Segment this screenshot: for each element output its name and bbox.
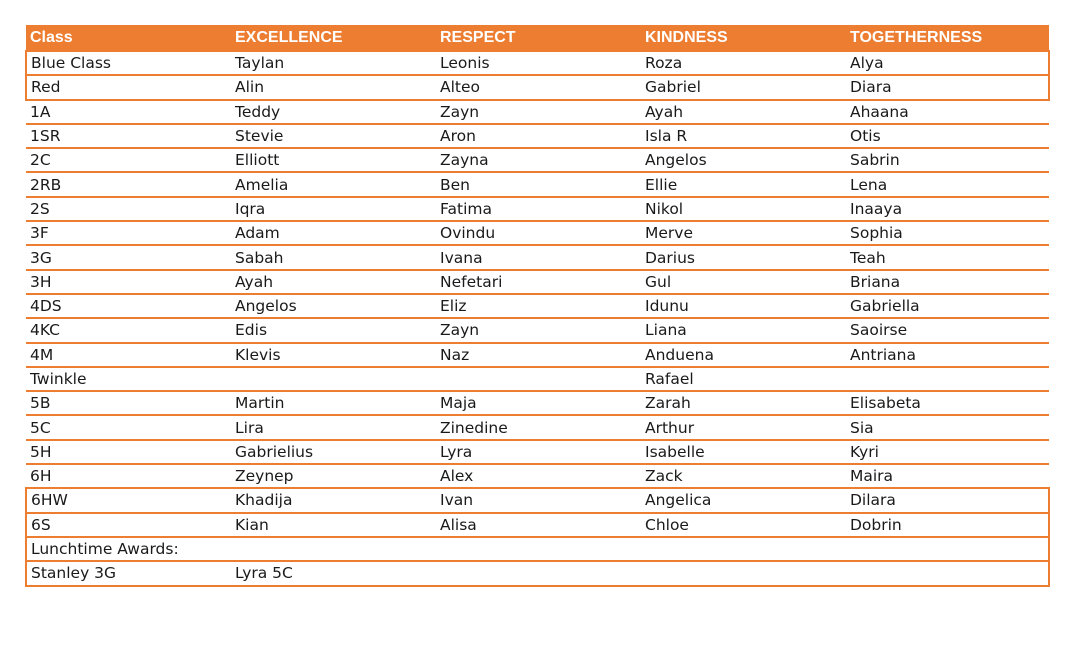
respect-cell: Ovindu: [436, 221, 641, 245]
togetherness-cell: Inaaya: [846, 197, 1049, 221]
kindness-cell: Nikol: [641, 197, 846, 221]
class-cell: Twinkle: [26, 367, 231, 391]
togetherness-cell: Sabrin: [846, 148, 1049, 172]
table-row: [26, 464, 1049, 488]
table-row: [26, 537, 1049, 561]
class-cell: 1A: [26, 100, 231, 124]
kindness-cell: Idunu: [641, 294, 846, 318]
excellence-cell: Gabrielius: [231, 440, 436, 464]
excellence-cell: Zeynep: [231, 464, 436, 488]
table-row: [26, 318, 1049, 342]
togetherness-cell: Gabriella: [846, 294, 1049, 318]
class-cell: Lunchtime Awards:: [26, 537, 231, 561]
table-row: [26, 221, 1049, 245]
class-cell: 6S: [26, 513, 231, 537]
excellence-cell: Klevis: [231, 343, 436, 367]
kindness-cell: Ellie: [641, 172, 846, 196]
class-cell: 4KC: [26, 318, 231, 342]
kindness-cell: Zarah: [641, 391, 846, 415]
class-cell: 3G: [26, 245, 231, 269]
class-cell: 4M: [26, 343, 231, 367]
togetherness-cell: Lena: [846, 172, 1049, 196]
excellence-cell: Lira: [231, 415, 436, 439]
togetherness-cell: Dobrin: [846, 513, 1049, 537]
respect-cell: Nefetari: [436, 270, 641, 294]
table-row: [26, 124, 1049, 148]
excellence-cell: Martin: [231, 391, 436, 415]
respect-cell: Zinedine: [436, 415, 641, 439]
kindness-cell: Angelica: [641, 488, 846, 512]
kindness-cell: Isabelle: [641, 440, 846, 464]
table-row: [26, 172, 1049, 196]
respect-cell: Ivana: [436, 245, 641, 269]
class-cell: 1SR: [26, 124, 231, 148]
kindness-cell: [641, 537, 846, 561]
excellence-cell: Elliott: [231, 148, 436, 172]
excellence-cell: Kian: [231, 513, 436, 537]
excellence-cell: Khadija: [231, 488, 436, 512]
class-cell: Stanley 3G: [26, 561, 231, 585]
excellence-cell: Iqra: [231, 197, 436, 221]
table-row: [26, 148, 1049, 172]
respect-cell: Zayn: [436, 318, 641, 342]
respect-cell: Ivan: [436, 488, 641, 512]
respect-cell: Lyra: [436, 440, 641, 464]
table-row: [26, 367, 1049, 391]
excellence-cell: Ayah: [231, 270, 436, 294]
togetherness-cell: Diara: [846, 75, 1049, 99]
kindness-cell: [641, 561, 846, 585]
table-row: [26, 513, 1049, 537]
table-row: [26, 294, 1049, 318]
togetherness-cell: [846, 537, 1049, 561]
excellence-cell: [231, 367, 436, 391]
kindness-cell: Angelos: [641, 148, 846, 172]
table-row: [26, 440, 1049, 464]
kindness-cell: Roza: [641, 51, 846, 75]
class-cell: 3F: [26, 221, 231, 245]
table-row: [26, 51, 1049, 75]
togetherness-cell: Alya: [846, 51, 1049, 75]
excellence-cell: Adam: [231, 221, 436, 245]
table-row: [26, 415, 1049, 439]
class-cell: 4DS: [26, 294, 231, 318]
class-cell: 5B: [26, 391, 231, 415]
kindness-cell: Merve: [641, 221, 846, 245]
header-row: [26, 25, 1049, 51]
kindness-cell: Rafael: [641, 367, 846, 391]
header-excellence: EXCELLENCE: [231, 25, 436, 51]
respect-cell: Zayna: [436, 148, 641, 172]
excellence-cell: Taylan: [231, 51, 436, 75]
kindness-cell: Liana: [641, 318, 846, 342]
togetherness-cell: [846, 561, 1049, 585]
respect-cell: Zayn: [436, 100, 641, 124]
excellence-cell: Amelia: [231, 172, 436, 196]
kindness-cell: Darius: [641, 245, 846, 269]
class-cell: 2C: [26, 148, 231, 172]
respect-cell: [436, 367, 641, 391]
togetherness-cell: Antriana: [846, 343, 1049, 367]
excellence-cell: Alin: [231, 75, 436, 99]
togetherness-cell: [846, 367, 1049, 391]
kindness-cell: Chloe: [641, 513, 846, 537]
togetherness-cell: Kyri: [846, 440, 1049, 464]
class-cell: 3H: [26, 270, 231, 294]
class-cell: 6HW: [26, 488, 231, 512]
kindness-cell: Ayah: [641, 100, 846, 124]
togetherness-cell: Teah: [846, 245, 1049, 269]
excellence-cell: Lyra 5C: [231, 561, 436, 585]
table-row: [26, 391, 1049, 415]
table-row: [26, 270, 1049, 294]
header-kindness: KINDNESS: [641, 25, 846, 51]
togetherness-cell: Otis: [846, 124, 1049, 148]
class-cell: 2S: [26, 197, 231, 221]
togetherness-cell: Ahaana: [846, 100, 1049, 124]
excellence-cell: Angelos: [231, 294, 436, 318]
table-row: [26, 245, 1049, 269]
class-cell: 6H: [26, 464, 231, 488]
kindness-cell: Gul: [641, 270, 846, 294]
header-togetherness: TOGETHERNESS: [846, 25, 1049, 51]
excellence-cell: Edis: [231, 318, 436, 342]
excellence-cell: Sabah: [231, 245, 436, 269]
header-respect: RESPECT: [436, 25, 641, 51]
kindness-cell: Arthur: [641, 415, 846, 439]
togetherness-cell: Maira: [846, 464, 1049, 488]
respect-cell: Alteo: [436, 75, 641, 99]
table-row: [26, 100, 1049, 124]
togetherness-cell: Briana: [846, 270, 1049, 294]
class-cell: 5C: [26, 415, 231, 439]
excellence-cell: [231, 537, 436, 561]
excellence-cell: Teddy: [231, 100, 436, 124]
respect-cell: Alisa: [436, 513, 641, 537]
respect-cell: [436, 561, 641, 585]
table-row: [26, 197, 1049, 221]
respect-cell: Ben: [436, 172, 641, 196]
respect-cell: Aron: [436, 124, 641, 148]
respect-cell: Naz: [436, 343, 641, 367]
class-cell: Red: [26, 75, 231, 99]
respect-cell: Leonis: [436, 51, 641, 75]
awards-table: [25, 25, 1050, 587]
togetherness-cell: Sia: [846, 415, 1049, 439]
respect-cell: [436, 537, 641, 561]
header-class: Class: [26, 25, 231, 51]
respect-cell: Eliz: [436, 294, 641, 318]
table-row: [26, 343, 1049, 367]
table-row: [26, 75, 1049, 99]
kindness-cell: Gabriel: [641, 75, 846, 99]
respect-cell: Alex: [436, 464, 641, 488]
excellence-cell: Stevie: [231, 124, 436, 148]
class-cell: 2RB: [26, 172, 231, 196]
kindness-cell: Anduena: [641, 343, 846, 367]
class-cell: Blue Class: [26, 51, 231, 75]
togetherness-cell: Sophia: [846, 221, 1049, 245]
kindness-cell: Zack: [641, 464, 846, 488]
togetherness-cell: Dilara: [846, 488, 1049, 512]
togetherness-cell: Elisabeta: [846, 391, 1049, 415]
togetherness-cell: Saoirse: [846, 318, 1049, 342]
respect-cell: Fatima: [436, 197, 641, 221]
table-row: [26, 561, 1049, 585]
table-row: [26, 488, 1049, 512]
respect-cell: Maja: [436, 391, 641, 415]
class-cell: 5H: [26, 440, 231, 464]
kindness-cell: Isla R: [641, 124, 846, 148]
